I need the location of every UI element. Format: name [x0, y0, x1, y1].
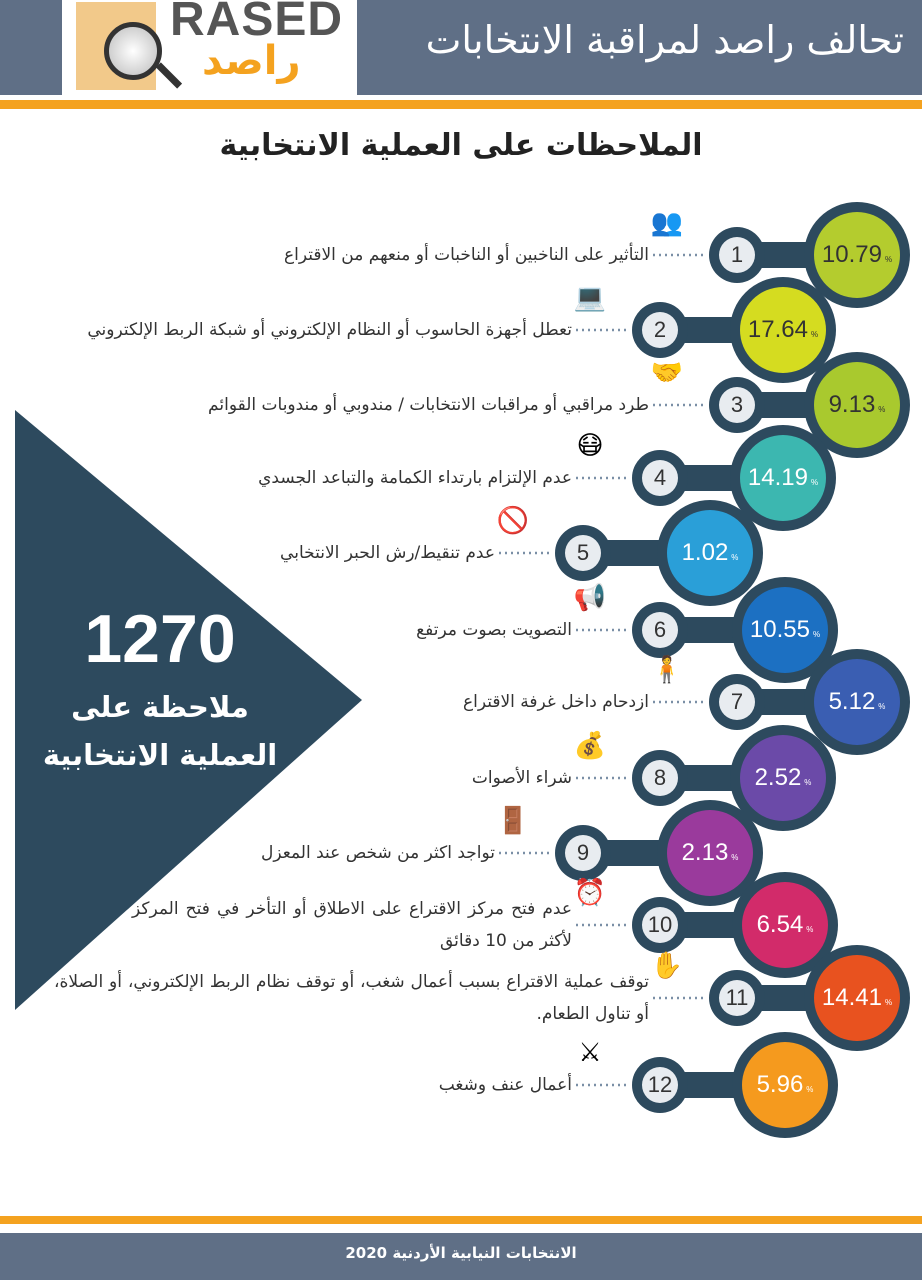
booth-icon: 🚪	[496, 806, 530, 836]
percent-sign: %	[731, 552, 739, 562]
logo-text-en: RASED	[170, 0, 344, 46]
item-number: 5	[565, 535, 601, 571]
logo-text-ar: راصد	[202, 38, 301, 84]
percent-value: 2.13	[681, 839, 729, 866]
percent-circle	[814, 659, 900, 745]
computer-warning-icon: 💻	[573, 283, 607, 313]
stop-hand-icon: ✋	[650, 951, 684, 981]
item-number: 3	[719, 387, 755, 423]
item-label: طرد مراقبي أو مراقبات الانتخابات / مندوبي أو مندوبات القوائم	[208, 395, 649, 415]
percent-circle	[814, 212, 900, 298]
percent-value: 10.55	[749, 616, 810, 643]
percent-circle	[742, 882, 828, 968]
percent-sign: %	[884, 254, 893, 264]
percent-circle	[742, 1042, 828, 1128]
header-title: تحالف راصد لمراقبة الانتخابات	[425, 18, 904, 62]
item-number: 11	[719, 980, 755, 1016]
page-title: الملاحظات على العملية الانتخابية	[219, 128, 703, 163]
percent-circle	[814, 362, 900, 448]
percent-value: 5.12	[828, 688, 876, 715]
total-count: 1270	[84, 601, 236, 677]
percent-sign: %	[806, 1084, 814, 1094]
item-number: 10	[642, 907, 678, 943]
item-number: 9	[565, 835, 601, 871]
percent-value: 17.64	[747, 316, 808, 343]
item-label: توقف عملية الاقتراع بسبب أعمال شغب، أو توقف نظام الربط الإلكتروني، أو الصلاة، أو تناول الطعام.	[54, 972, 649, 1024]
item-label: أعمال عنف وشغب	[438, 1075, 572, 1095]
alarm-clock-icon: ⏰	[573, 878, 607, 908]
percent-value: 6.54	[756, 911, 804, 938]
summary-line2: العملية الانتخابية	[42, 738, 278, 772]
percent-sign: %	[731, 852, 739, 862]
percent-value: 9.13	[828, 391, 876, 418]
item-number: 8	[642, 760, 678, 796]
percent-sign: %	[878, 701, 886, 711]
people-talking-icon: 👥	[650, 208, 684, 238]
item-number: 4	[642, 460, 678, 496]
item-label: شراء الأصوات	[471, 768, 572, 788]
percent-value: 5.96	[756, 1071, 804, 1098]
percent-circle	[740, 735, 826, 821]
percent-circle	[667, 810, 753, 896]
money-hand-icon: 💰	[573, 731, 607, 761]
footer: الانتخابات النيابية الأردنية 2020	[0, 1233, 922, 1280]
megaphone-icon: 📢	[573, 583, 607, 613]
percent-circle	[740, 435, 826, 521]
percent-value: 14.41	[821, 984, 882, 1011]
summary-line1: ملاحظة على	[71, 690, 249, 724]
item-label: ازدحام داخل غرفة الاقتراع	[462, 692, 649, 712]
percent-sign: %	[806, 924, 814, 934]
percent-sign: %	[884, 997, 893, 1007]
item-number: 1	[719, 237, 755, 273]
percent-sign: %	[810, 329, 819, 339]
item-label: عدم تنقيط/رش الحبر الانتخابي	[280, 543, 495, 563]
percent-value: 14.19	[747, 464, 808, 491]
item-label: التأثير على الناخبين أو الناخبات أو منعهم من الاقتراع	[283, 245, 649, 265]
no-ink-icon: 🚫	[496, 506, 530, 536]
percent-circle	[742, 587, 828, 673]
fight-icon: ⚔	[578, 1038, 602, 1068]
percent-value: 1.02	[681, 539, 729, 566]
percent-sign: %	[804, 777, 812, 787]
percent-sign: %	[810, 477, 819, 487]
item-label: عدم فتح مركز الاقتراع على الاطلاق أو التأخر في فتح المركز لأكثر من 10 دقائق	[132, 899, 572, 951]
crowd-icon: 🧍	[650, 655, 684, 685]
percent-value: 10.79	[821, 241, 882, 268]
item-number: 12	[642, 1067, 678, 1103]
people-expel-icon: 🤝	[650, 358, 684, 388]
item-number: 7	[719, 684, 755, 720]
item-label: تعطل أجهزة الحاسوب أو النظام الإلكتروني أو شبكة الربط الإلكتروني	[87, 320, 572, 340]
divider-bottom	[0, 1216, 922, 1224]
item-label: تواجد اكثر من شخص عند المعزل	[261, 843, 495, 863]
percent-circle	[814, 955, 900, 1041]
mask-icon: 😷	[576, 431, 604, 461]
item-number: 6	[642, 612, 678, 648]
percent-sign: %	[812, 629, 821, 639]
item-number: 2	[642, 312, 678, 348]
percent-sign: %	[878, 404, 886, 414]
item-label: عدم الإلتزام بارتداء الكمامة والتباعد الجسدي	[258, 468, 572, 488]
percent-circle	[740, 287, 826, 373]
item-label: التصويت بصوت مرتفع	[416, 620, 572, 640]
percent-circle	[667, 510, 753, 596]
percent-value: 2.52	[754, 764, 802, 791]
